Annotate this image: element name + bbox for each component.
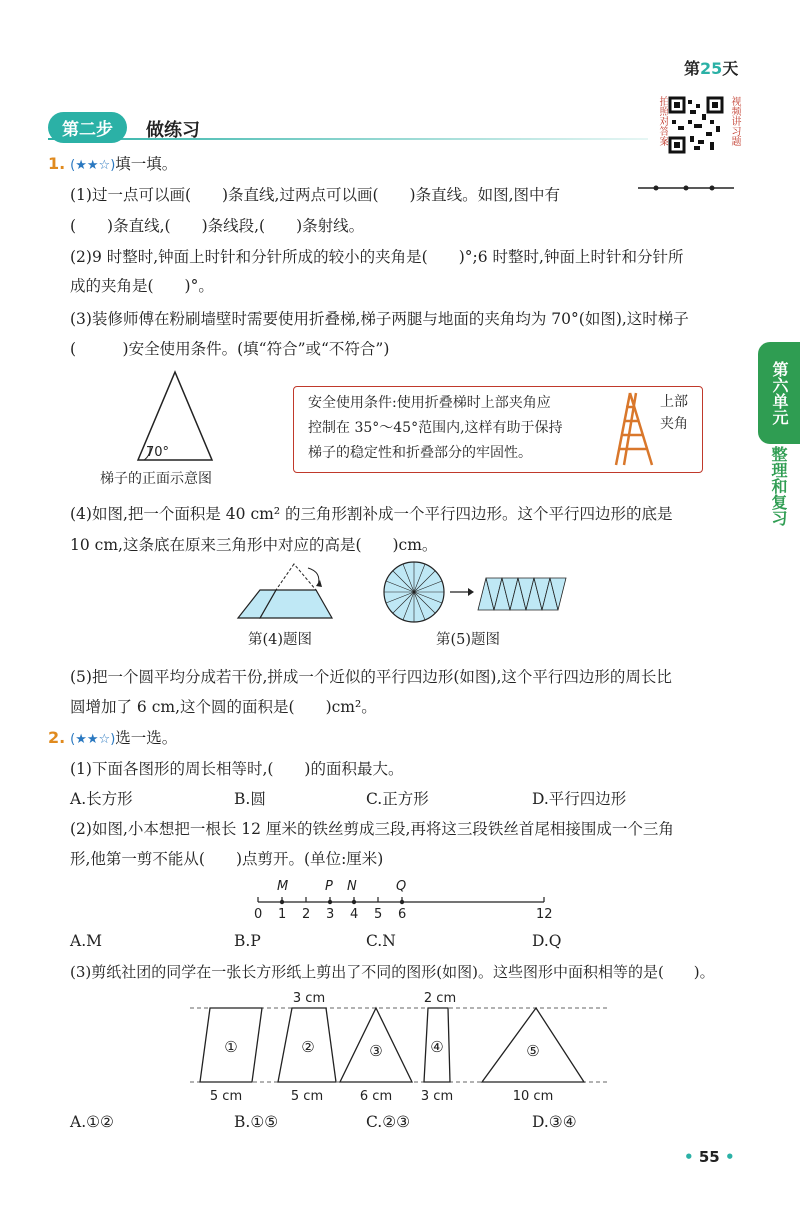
shape-4-label: ④: [430, 1038, 444, 1056]
q2-p1-option-a[interactable]: A.长方形: [70, 790, 133, 808]
q1-heading: [48, 153, 177, 177]
safety-rule-box: [293, 386, 703, 473]
page-dot-left: •: [684, 1148, 694, 1166]
rule-line2: 控制在 35°～45°范围内,这样有助于保持: [308, 420, 563, 436]
q1-p4-line2: 10 cm,这条底在原来三角形中对应的高是( )cm。: [70, 536, 438, 554]
q1-p5-line2: 圆增加了 6 cm,这个圆的面积是( )cm²。: [70, 698, 377, 716]
step-badge: 第二步: [48, 112, 127, 143]
q2-heading: [48, 727, 177, 751]
ruler-point-p: P: [325, 879, 333, 894]
qr-code[interactable]: [668, 96, 724, 154]
q2-p3-option-a[interactable]: A.①②: [70, 1113, 114, 1131]
ruler-point-n: N: [347, 879, 357, 894]
fig5-caption: 第(5)题图: [436, 632, 501, 648]
shape-3-bottom-dim: 6 cm: [359, 1089, 393, 1104]
page-number-value: 55: [698, 1148, 720, 1166]
q1-p2-line2: 成的夹角是( )°。: [70, 277, 214, 295]
ruler-tick-1: 1: [278, 907, 287, 922]
q1-p4-line1: (4)如图,把一个面积是 40 cm² 的三角形割补成一个平行四边形。这个平行四边形的底是: [70, 505, 673, 523]
shape-5-label: ⑤: [526, 1042, 540, 1060]
q2-number: 2.: [48, 728, 66, 747]
ladder-angle-label: 70°: [146, 445, 170, 460]
q1-line-figure: [636, 180, 736, 196]
shape-4-bottom-dim: 3 cm: [420, 1089, 454, 1104]
q2-p2-option-b[interactable]: B.P: [234, 932, 261, 950]
shape-2-label: ②: [301, 1038, 315, 1056]
section-underline: [48, 138, 648, 140]
shape-2-top-dim: 3 cm: [292, 991, 326, 1006]
ruler-tick-12: 12: [536, 907, 553, 922]
ladder-figure: [130, 368, 220, 464]
shape-2-bottom-dim: 5 cm: [290, 1089, 324, 1104]
ruler-point-q: Q: [396, 879, 407, 894]
q2-title: 选一选。: [115, 729, 178, 747]
q2-p1-line: (1)下面各图形的周长相等时,( )的面积最大。: [70, 760, 404, 778]
shape-3-label: ③: [369, 1042, 383, 1060]
shape-4-top-dim: 2 cm: [423, 991, 457, 1006]
day-suffix: 天: [722, 59, 739, 78]
ladder-caption: 梯子的正面示意图: [100, 471, 212, 487]
q2-p2-option-a[interactable]: A.M: [70, 932, 102, 950]
ruler-tick-0: 0: [254, 907, 263, 922]
ruler-tick-2: 2: [302, 907, 311, 922]
q2-p2-line2: 形,他第一剪不能从( )点剪开。(单位:厘米): [70, 850, 384, 868]
q1-p1-line2: ( )条直线,( )条线段,( )条射线。: [70, 217, 365, 235]
q1-p1-line1: (1)过一点可以画( )条直线,过两点可以画( )条直线。如图,图中有: [70, 186, 561, 204]
qr-right-text: 视频讲习题: [729, 96, 740, 146]
fig4-triangle-parallelogram: [236, 560, 346, 624]
day-label: [684, 56, 738, 79]
q2-p2-option-c[interactable]: C.N: [366, 932, 396, 950]
side-tab-topic: 整理和复习: [769, 446, 788, 526]
q2-p3-option-d[interactable]: D.③④: [532, 1113, 577, 1131]
q1-p5-line1: (5)把一个圆平均分成若干份,拼成一个近似的平行四边形(如图),这个平行四边形的周长比: [70, 668, 672, 686]
shape-1-label: ①: [224, 1038, 238, 1056]
side-tab-unit-label: 第六单元: [770, 361, 789, 425]
section-title: 做练习: [146, 120, 200, 141]
q2-p1-option-d[interactable]: D.平行四边形: [532, 790, 627, 808]
q1-p3-line1: (3)装修师傅在粉刷墙壁时需要使用折叠梯,梯子两腿与地面的夹角均为 70°(如图),这时梯子: [70, 310, 689, 328]
rule-line3: 梯子的稳定性和折叠部分的牢固性。: [308, 445, 532, 461]
q2-p3-option-c[interactable]: C.②③: [366, 1113, 411, 1131]
ladder-icon: [612, 391, 656, 467]
ruler-tick-5: 5: [374, 907, 383, 922]
day-prefix: 第: [684, 59, 701, 78]
q1-title: 填一填。: [115, 155, 178, 173]
shape-1-bottom-dim: 5 cm: [209, 1089, 243, 1104]
rule-line1: 安全使用条件:使用折叠梯时上部夹角应: [308, 395, 551, 411]
section-header: [48, 112, 648, 142]
ruler-tick-6: 6: [398, 907, 407, 922]
q2-stars: (★★☆): [70, 732, 116, 747]
fig5-circle-to-parallelogram: [382, 560, 572, 626]
rule-label: 上部夹角: [660, 394, 688, 432]
q1-p2-line1: (2)9 时整时,钟面上时针和分针所成的较小的夹角是( )°;6 时整时,钟面上时针和分针所: [70, 248, 684, 266]
q2-p2-line1: (2)如图,小本想把一根长 12 厘米的铁丝剪成三段,再将这三段铁丝首尾相接围成一个三角: [70, 820, 674, 838]
day-number: 25: [700, 59, 723, 78]
q2-p3-option-b[interactable]: B.①⑤: [234, 1113, 279, 1131]
q1-p3-line2: ( )安全使用条件。(填“符合”或“不符合”): [70, 340, 390, 358]
shape-5-bottom-dim: 10 cm: [512, 1089, 554, 1104]
q2-p1-option-b[interactable]: B.圆: [234, 790, 266, 808]
paper-shapes-figure: [186, 986, 616, 1106]
ruler-figure: [246, 874, 556, 922]
q2-p3-line: (3)剪纸社团的同学在一张长方形纸上剪出了不同的图形(如图)。这些图形中面积相等的是( )。: [70, 963, 715, 981]
q1-stars: (★★☆): [70, 158, 116, 173]
q1-number: 1.: [48, 154, 66, 173]
page-number: [684, 1148, 735, 1166]
fig4-caption: 第(4)题图: [248, 632, 313, 648]
q2-p1-option-c[interactable]: C.正方形: [366, 790, 429, 808]
q2-p2-option-d[interactable]: D.Q: [532, 932, 562, 950]
qr-left-text: 拍照对答案: [657, 96, 668, 146]
ruler-tick-4: 4: [350, 907, 359, 922]
page-dot-right: •: [724, 1148, 735, 1166]
ruler-tick-3: 3: [326, 907, 335, 922]
side-tab-unit[interactable]: [758, 342, 800, 444]
ruler-point-m: M: [277, 879, 289, 894]
